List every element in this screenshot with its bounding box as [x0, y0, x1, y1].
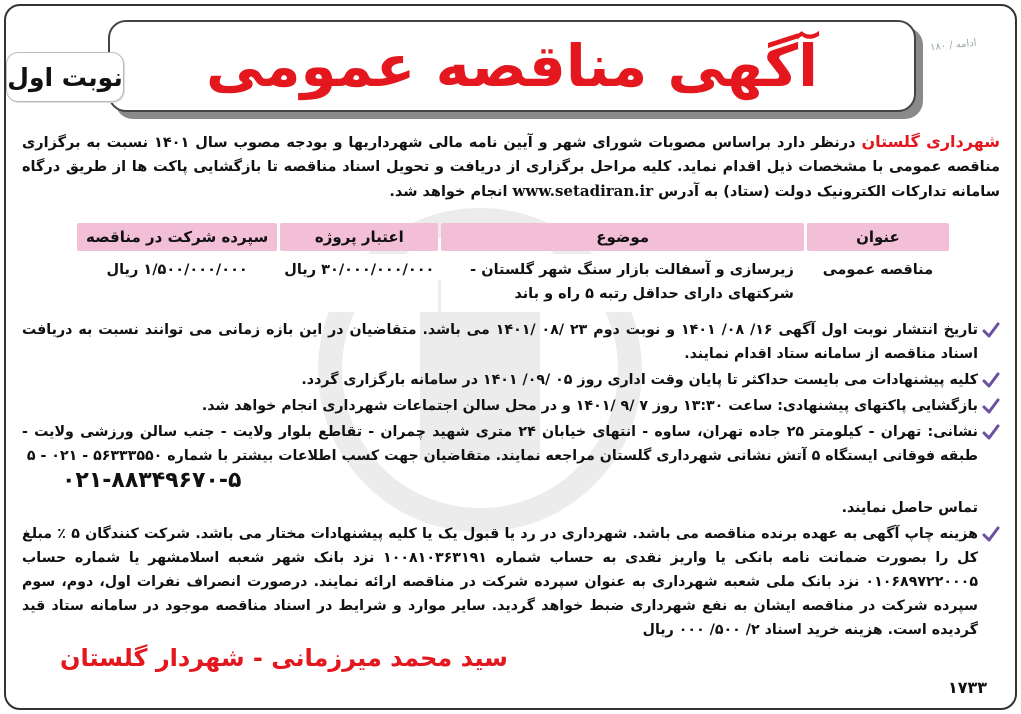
header-deposit: سپرده شرکت در مناقصه	[77, 223, 277, 251]
header-credit: اعتبار پروژه	[280, 223, 438, 251]
bullet-address: نشانی: تهران - کیلومتر ۲۵ جاده تهران، ساوه - انتهای خیابان ۲۴ متری شهید چمران - تقاطع بلوار ولایت - جنب سالن ورزشی ولایت - طبقه فوقانی ایستگاه ۵ آتش نشانی شهرداری گلستان مراجعه نمایند. متقاضیان جهت کسب اطلاعات بیشتر با شماره ۵۶۳۳۳۵۵۰ - ۰۲۱ - ۵	[22, 424, 978, 464]
check-icon	[982, 321, 1000, 339]
address-end: تماس حاصل نمایند.	[841, 500, 978, 516]
signature: سید محمد میرزمانی - شهردار گلستان	[60, 644, 508, 672]
list-item	[22, 368, 1000, 392]
list-item	[22, 522, 1000, 642]
bullet-opening: بازگشایی پاکتهای پیشنهادی: ساعت ۱۳:۳۰ روز ۷ /۹ /۱۴۰۱ و در محل سالن اجتماعات شهرداری انجام خواهد شد.	[201, 398, 978, 414]
list-item	[22, 318, 1000, 366]
bullet-deadline: کلیه پیشنهادات می بایست حداکثر تا پایان وقت اداری روز ۰۵ /۰۹/ ۱۴۰۱ در سامانه بارگزاری گردد.	[301, 372, 978, 388]
phone-number: ۰۲۱-۸۸۳۴۹۶۷۰-۵	[62, 468, 242, 493]
bullet-dates: تاریخ انتشار نوبت اول آگهی ۱۶/ ۰۸/ ۱۴۰۱ و نوبت دوم ۲۳ /۰۸ /۱۴۰۱ می باشد. متقاضیان در این بازه زمانی می توانند نسبت به دریافت اسناد مناقصه از سامانه ستاد اقدام نمایند.	[22, 322, 979, 362]
subject-line-2: شرکتهای دارای حداقل رتبه ۵ راه و باند	[514, 286, 794, 302]
ad-title: آگهی مناقصه عمومی	[205, 32, 819, 100]
check-icon	[982, 525, 1000, 543]
table-row	[77, 254, 949, 312]
cell-title: مناقصه عمومی	[807, 254, 949, 312]
setad-link[interactable]: www.setadiran.ir	[512, 182, 654, 200]
subject-line-1: زیرسازی و آسفالت بازار سنگ شهر گلستان -	[470, 262, 794, 278]
bullet-terms: هزینه چاپ آگهی به عهده برنده مناقصه می باشد. شهرداری در رد یا قبول یک یا کلیه پیشنهادات مختار می باشد. شرکت کنندگان ۵ ٪ مبلغ کل را بصورت ضمانت نامه بانکی یا واریز نقدی به حساب شماره ۱۰۰۸۱۰۳۶۳۱۹۱ نزد بانک شهر شعبه اسلامشهر یا شماره حساب ۰۱۰۶۸۹۷۲۲۰۰۰۵ نزد بانک ملی شعبه شهرداری به عنوان سپرده شرکت در مناقصه ارائه نمایند. درصورت انصراف نفرات اول، دوم، سوم سپرده شرکت در مناقصه ایشان به نفع شهرداری ضبط خواهد گردید. سایر موارد و شرایط در اسناد مناقصه موجود در سامانه ستاد قید گردیده است. هزینه خرید اسناد ۲/ ۵۰۰/ ۰۰۰ ریال	[22, 526, 978, 638]
list-item	[22, 420, 1000, 520]
turn-badge: نوبت اول	[6, 52, 124, 102]
table-header-row	[77, 223, 949, 251]
header-title: عنوان	[807, 223, 949, 251]
check-icon	[982, 397, 1000, 415]
phone-line	[22, 468, 978, 496]
intro-text-1: درنظر دارد براساس مصوبات شورای شهر و آیین نامه مالی شهرداریها و بودجه مصوب سال ۱۴۰۱ نسبت به برگزاری مناقصه عمومی با مشخصات ذیل اقدام نماید. کلیه مراحل برگزاری از دریافت و تحویل اسناد مناقصه تا بازگشایی پاکت ها از طریق درگاه سامانه تدارکات الکترونیک دولت (ستاد) به آدرس	[22, 135, 1000, 200]
check-icon	[982, 423, 1000, 441]
cell-deposit: ۱/۵۰۰/۰۰۰/۰۰۰ ریال	[77, 254, 277, 312]
intro-text-2: انجام خواهد شد.	[389, 184, 513, 200]
ad-code: ۱۷۳۳	[948, 678, 988, 697]
list-item	[22, 394, 1000, 418]
cell-subject	[441, 254, 803, 312]
bullet-list	[22, 318, 1000, 644]
tender-table	[74, 220, 952, 315]
corner-note: ادامه / ۱۸۰	[929, 37, 978, 54]
header-subject: موضوع	[441, 223, 803, 251]
title-box	[108, 20, 916, 112]
municipality-name: شهرداری گلستان	[861, 132, 1001, 151]
intro-paragraph	[22, 130, 1000, 204]
check-icon	[982, 371, 1000, 389]
cell-credit: ۳۰/۰۰۰/۰۰۰/۰۰۰ ریال	[280, 254, 438, 312]
